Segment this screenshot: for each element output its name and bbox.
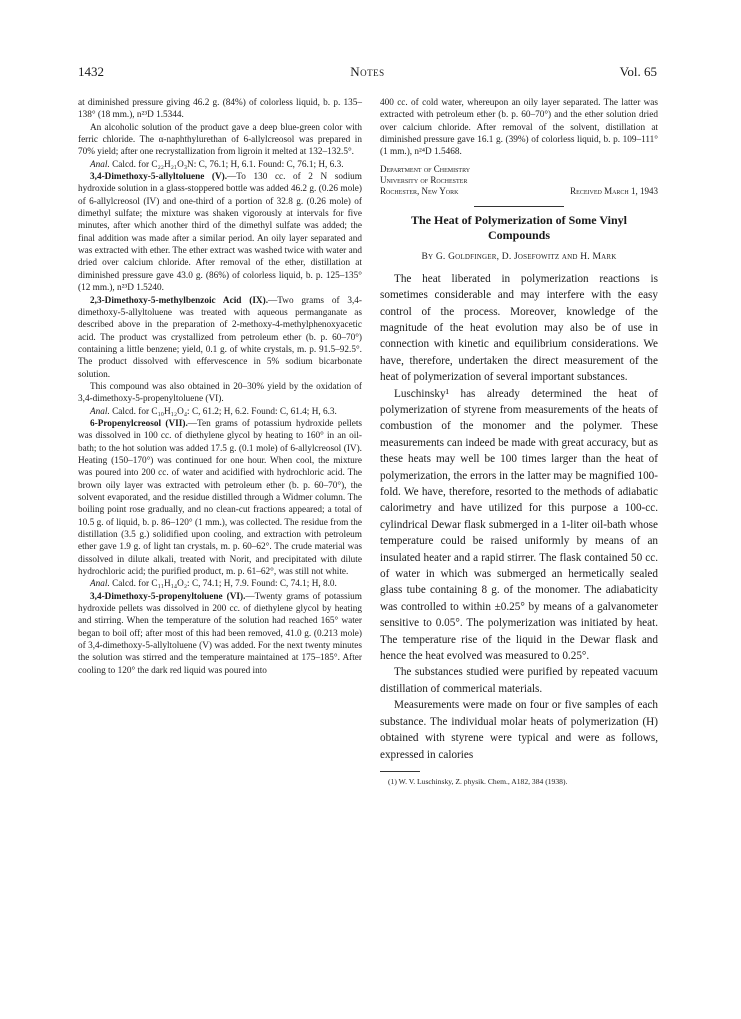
section-text: —Two grams of 3,4-dimethoxy-5-allyltoluene was treated with aqueous permanganate as described above in the preparation of 2-methoxy-4-methylphenoxyacetic acid. The product was crystallized from petroleum ether (b. p. 60–70°) containing a little benzene; yield, 0.1 g. of white crystals, m. p. 91.5–92.5°. The product dissolved with effervescence in 5% sodium bicarbonate solution. xyxy=(78,295,362,380)
left-column xyxy=(78,97,362,677)
analysis-line xyxy=(78,406,362,418)
footnote-divider xyxy=(380,771,420,772)
analysis-label: Anal. xyxy=(90,406,110,417)
author-byline: By G. Goldfinger, D. Josefowitz and H. Mark xyxy=(421,251,617,262)
section-heading: 6-Propenylcreosol (VII). xyxy=(90,418,188,429)
analysis-text: Calcd. for C₁₁H₁₄O₂: C, 74.1; H, 7.9. Found: C, 74.1; H, 8.0. xyxy=(109,579,337,590)
university-line: University of Rochester xyxy=(380,174,468,185)
paragraph: This compound was also obtained in 20–30% yield by the oxidation of 3,4-dimethoxy-5-propenyltoluene (VI). xyxy=(78,381,362,405)
article-body xyxy=(380,271,658,763)
analysis-label: Anal. xyxy=(90,579,110,590)
section-text: —Twenty grams of potassium hydroxide pellets was dissolved in 200 cc. of diethylene glycol by heating and stirring. When the temperature of the solution had reached 165° water began to boil off; after most of this had been removed, 41.0 g. (0.213 mole) of 3,4-dimethoxy-5-allyltoluene (V) was added. For the next twenty minutes the solution was stirred and the temperature maintained at 175–185°. After cooling to 120° the dark red liquid was poured into xyxy=(78,591,362,676)
city-line: Rochester, New York xyxy=(380,185,459,196)
section-heading: 3,4-Dimethoxy-5-propenyltoluene (VI). xyxy=(90,591,246,602)
analysis-line xyxy=(78,159,362,171)
page-header xyxy=(78,64,657,82)
section-text: —To 130 cc. of 2 N sodium hydroxide solution in a glass-stoppered bottle was added 46.2 g. (0.26 mole) of 6-allylcreosol (IV) and one-third of a portion of 32.8 g. (0.26 mole) of dimethyl sulfate; the mixture was shaken vigorously at intervals for five minutes, after which another third of the dimethyl sulfate was added; the final addition was made after a similar period. An oily layer separated and was extracted with ether. The ether extract was washed twice with water and dried over calcium chloride. After removal of the ether, distillation at diminished pressure gave 43.0 g. (86%) of colorless liquid, b. p. 125–135° (12 mm.), n²³D 1.5240. xyxy=(78,172,362,294)
footnote: (1) W. V. Luschinsky, Z. physik. Chem., A182, 384 (1938). xyxy=(388,776,568,786)
section-heading: 3,4-Dimethoxy-5-allyltoluene (V). xyxy=(90,172,228,183)
paragraph: Measurements were made on four or five samples of each substance. The individual molar heats of polymerization (H) obtained with styrene were typical and were as follows, expressed in calories xyxy=(380,699,658,761)
volume-number: Vol. 65 xyxy=(619,64,657,79)
section-paragraph xyxy=(78,171,362,294)
analysis-text: Calcd. for C₂₂H₂₁O₃N: C, 76.1; H, 6.1. Found: C, 76.1; H, 6.3. xyxy=(109,159,344,170)
paragraph: The heat liberated in polymerization reactions is sometimes considerable and may interfere with the easy control of the process. Moreover, knowledge of the magnitude of the heat evolution may also be of use in connection with kinetic and equilibrium considerations. We have, therefore, undertaken the direct measurement of the heat of polymerization of several important substances. xyxy=(380,272,658,384)
page-number: 1432 xyxy=(78,64,104,79)
department-line: Department of Chemistry xyxy=(380,163,471,174)
received-date: Received March 1, 1943 xyxy=(570,185,658,196)
paragraph: The substances studied were purified by repeated vacuum distillation of commerical materials. xyxy=(380,666,658,695)
section-paragraph xyxy=(78,591,362,677)
running-title: Notes xyxy=(350,64,385,79)
section-heading: 2,3-Dimethoxy-5-methylbenzoic Acid (IX). xyxy=(90,295,269,306)
section-text: —Ten grams of potassium hydroxide pellets was dissolved in 100 cc. of diethylene glycol by heating to 160° in an oil-bath; to the hot solution was added 17.5 g. (0.1 mole) of 6-allylcreosol (IV). Heating (150–170°) was continued for one hour. When cool, the mixture was poured into 200 cc. of water and acidified with hydrochloric acid. The brown oily layer was extracted with petroleum ether (b. p. 60–70°), the solvent evaporated, and the residue distilled through a Widmer column. The boiling point rose gradually, and no clean-cut fractions appeared; a total of 10.5 g. of liquid, b. p. 86–120° (1 mm.), was collected. The residue from the distillation (3.5 g.) solidified upon cooling, and extraction with petroleum ether gave 1.9 g. of light tan crystals, m. p. 60–62°. The crude material was dissolved in dilute alkali, treated with Norit, and precipitated with dilute hydrochloric acid; the purified product, m. p. 61–62°, was still not white. xyxy=(78,418,362,578)
paragraph: An alcoholic solution of the product gave a deep blue-green color with ferric chloride. The α-naphthylurethan of 6-allylcreosol was prepared in 70% yield; after one recrystallization from ligroin it melted at 132–132.5°. xyxy=(78,122,362,158)
article-title: The Heat of Polymerization of Some Vinyl Compounds xyxy=(411,212,627,242)
analysis-label: Anal. xyxy=(90,159,110,170)
analysis-line xyxy=(78,578,362,590)
address-row xyxy=(380,186,658,197)
section-paragraph xyxy=(78,418,362,578)
department-address xyxy=(380,164,658,197)
right-column xyxy=(380,97,658,787)
paragraph: at diminished pressure giving 46.2 g. (84%) of colorless liquid, b. p. 135–138° (18 mm.), n²³D 1.5344. xyxy=(78,98,362,121)
continued-paragraph: 400 cc. of cold water, whereupon an oily layer separated. The latter was extracted with petroleum ether (b. p. 60–70°) and the ether solution dried over calcium chloride. After removal of the solvent, distillation at diminished pressure gave 16.1 g. (39%) of colorless liquid, b. p. 109–111° (1 mm.), n²⁴D 1.5468. xyxy=(380,98,658,158)
paragraph: Luschinsky¹ has already determined the heat of polymerization of styrene from measurements of the heats of combustion of the monomer and the polymer. These measurements can indeed be made with great accuracy, but as these heats may well be 100 times larger than the heat of polymerization, the errors in the latter may be magnified 100-fold. We have, therefore, resorted to the methods of adiabatic calorimetry and have utilized for this purpose a 100-cc. cylindrical Dewar flask submerged in a 1-liter oil-bath whose temperature could be raised uniformly by means of an insulated heater and a rapid stirrer. The flask contained 50 cc. of water in which was submerged an hermetically sealed glass tube containing 8 g. of the monomer. The adiabaticity was controlled to within ±0.25° by means of a galvanometer sensitive to 0.05°. The polymerization was initiated by heat. The temperature rise of the liquid in the Dewar flask and hence the heat evolved was measured to 0.25°. xyxy=(380,387,658,663)
analysis-text: Calcd. for C₁₀H₁₂O₄: C, 61.2; H, 6.2. Found: C, 61.4; H, 6.3. xyxy=(109,406,337,417)
section-paragraph xyxy=(78,295,362,381)
section-divider xyxy=(474,206,564,207)
